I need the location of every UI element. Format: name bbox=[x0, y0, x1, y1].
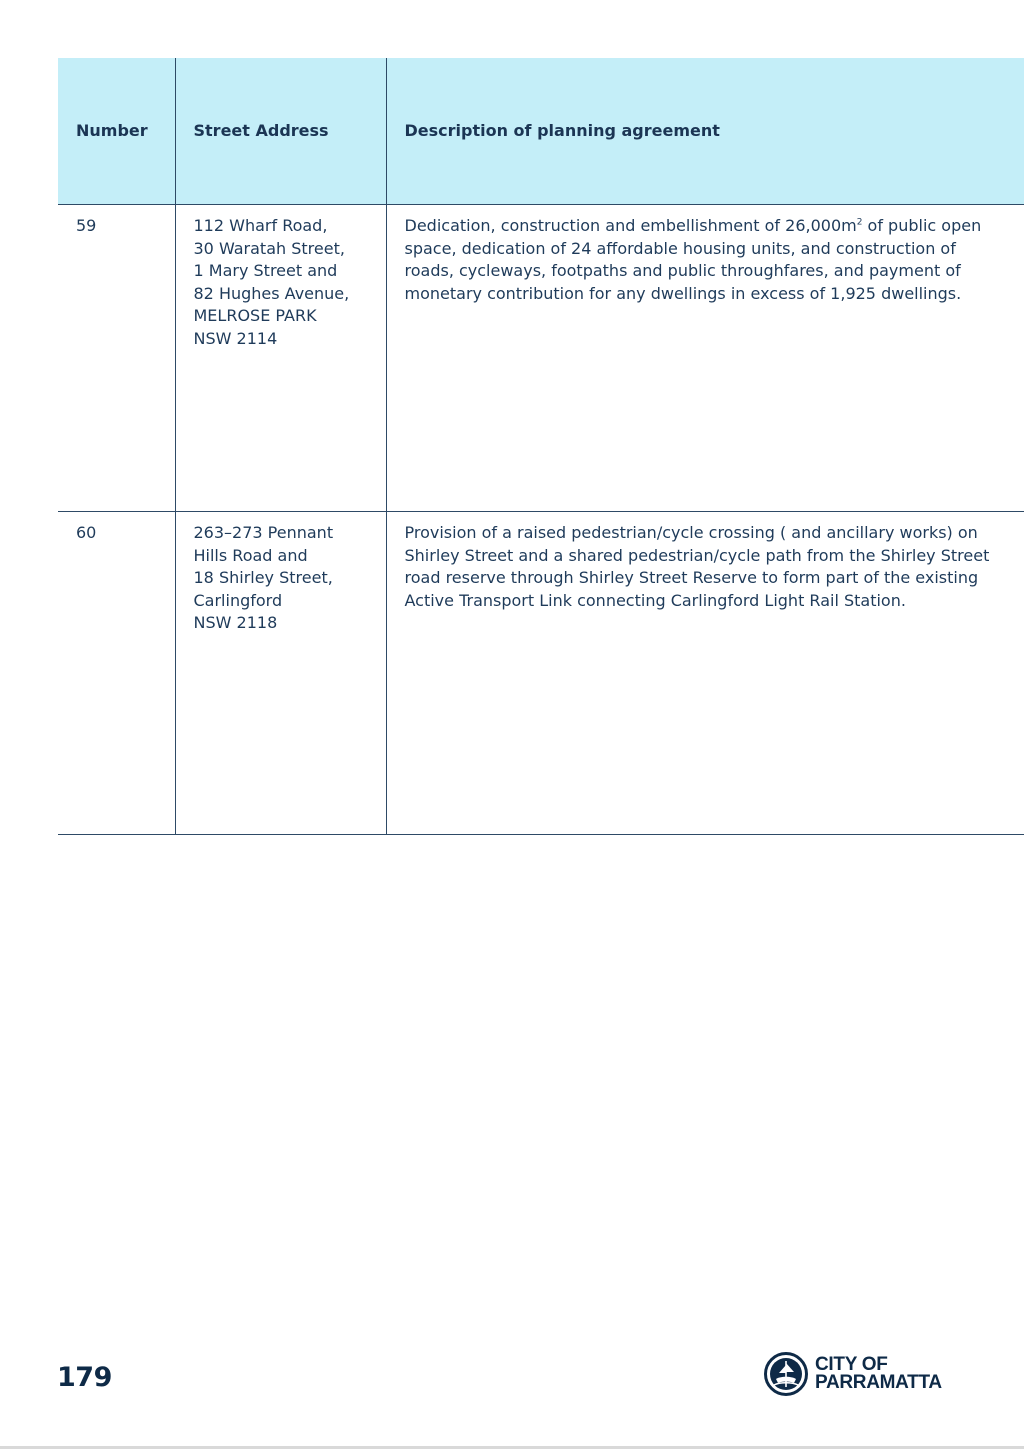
address-line: 112 Wharf Road, bbox=[193, 216, 328, 235]
logo-line-parramatta: PARRAMATTA bbox=[815, 1372, 942, 1393]
parramatta-seal-icon bbox=[764, 1352, 808, 1396]
address-line: NSW 2114 bbox=[193, 328, 278, 348]
table-row bbox=[58, 205, 1024, 512]
cell-description: Provision of a raised pedestrian/cycle crossing ( and ancillary works) on Shirley Street and a shared pedestrian/cycle path from the Shirley Street road reserve through Shirley Street Reserve to form part of the existing Active Transport Link connecting Carlingford Light Rail Station. bbox=[386, 512, 1024, 835]
header-description: Description of planning agreement bbox=[386, 58, 1024, 205]
planning-agreements-table bbox=[58, 58, 1024, 835]
table-row bbox=[58, 512, 1024, 835]
header-number: Number bbox=[58, 58, 175, 205]
superscript-squared: 2 bbox=[856, 217, 863, 228]
address-line: NSW 2118 bbox=[193, 613, 278, 632]
cell-street-address bbox=[175, 205, 386, 512]
address-line: 263–273 Pennant bbox=[193, 523, 334, 542]
page-number: 179 bbox=[57, 1362, 112, 1393]
address-line: 30 Waratah Street, bbox=[193, 238, 345, 258]
logo-wordmark bbox=[815, 1356, 942, 1392]
city-of-parramatta-logo bbox=[764, 1352, 942, 1396]
address-line: 1 Mary Street and bbox=[193, 261, 338, 280]
table-header-row bbox=[58, 58, 1024, 205]
logo-line-city-of: CITY OF bbox=[815, 1354, 888, 1375]
address-line: 18 Shirley Street, bbox=[193, 568, 333, 587]
header-street-address: Street Address bbox=[175, 58, 386, 205]
cell-street-address bbox=[175, 512, 386, 835]
address-line: Hills Road and bbox=[193, 545, 308, 565]
address-line: Carlingford bbox=[193, 590, 283, 610]
cell-number: 60 bbox=[58, 512, 175, 835]
description-text-continued: of public open space, dedication of 24 affordable housing units, and construction of roads, cycleways, footpaths and public throughfares, and payment of monetary contribution for any dwellings in excess of 1,925 dwellings. bbox=[404, 216, 982, 303]
address-line: 82 Hughes Avenue, bbox=[193, 283, 350, 303]
address-line: MELROSE PARK bbox=[193, 306, 317, 325]
description-text: Dedication, construction and embellishment of 26,000m bbox=[404, 216, 857, 235]
cell-description bbox=[386, 205, 1024, 512]
cell-number: 59 bbox=[58, 205, 175, 512]
